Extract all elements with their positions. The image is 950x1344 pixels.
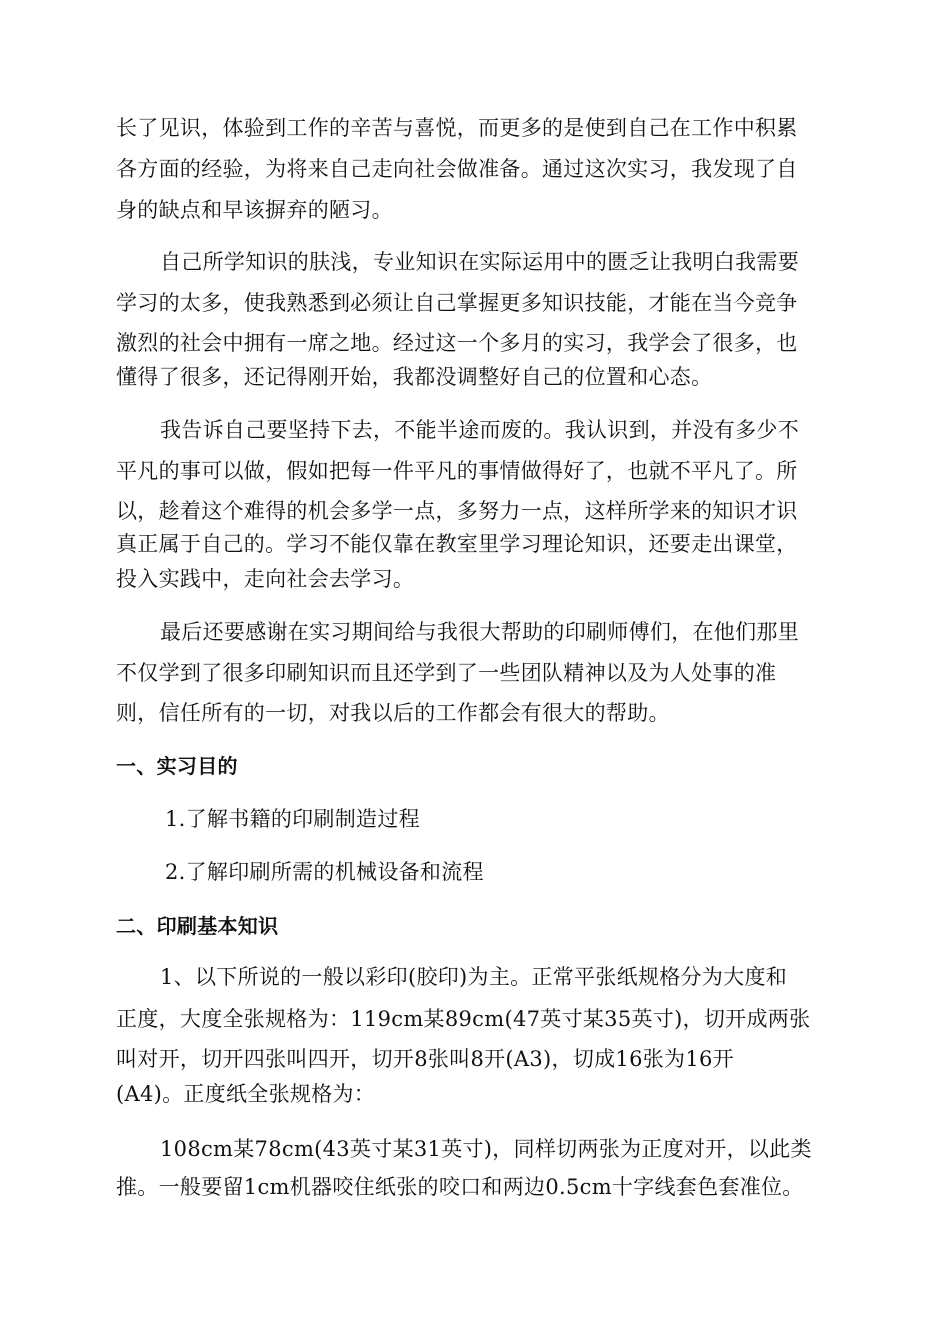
paragraph-3-line-1: 我告诉自己要坚持下去，不能半途而废的。我认识到，并没有多少不 [160,418,799,442]
section-2-paragraph-2-line-1: 108cm某78cm(43英寸某31英寸)，同样切两张为正度对开，以此类 [160,1137,812,1161]
paragraph-2-line-2: 学习的太多，使我熟悉到必须让自己掌握更多知识技能，才能在当今竞争 [116,291,798,315]
paragraph-1-line-3: 身的缺点和早该摒弃的陋习。 [116,198,393,222]
section-1-item-1: 1.了解书籍的印刷制造过程 [165,807,420,831]
paragraph-1-line-1: 长了见识，体验到工作的辛苦与喜悦，而更多的是使到自己在工作中积累 [116,116,798,140]
section-2-paragraph-2-line-2: 推。一般要留1cm机器咬住纸张的咬口和两边0.5cm十字线套色套准位。 [116,1175,804,1199]
section-1-heading: 一、实习目的 [116,754,238,778]
paragraph-3-line-3: 以，趁着这个难得的机会多学一点，多努力一点，这样所学来的知识才识 [116,499,798,523]
paragraph-2-line-4: 懂得了很多，还记得刚开始，我都没调整好自己的位置和心态。 [116,365,713,389]
section-2-paragraph-1-line-3: 叫对开，切开四张叫四开，切开8张叫8开(A3)，切成16张为16开 [116,1047,734,1071]
section-1-item-2: 2.了解印刷所需的机械设备和流程 [165,860,484,884]
paragraph-2-line-1: 自己所学知识的肤浅，专业知识在实际运用中的匮乏让我明白我需要 [160,250,799,274]
paragraph-1-line-2: 各方面的经验，为将来自己走向社会做准备。通过这次实习，我发现了自 [116,157,798,181]
paragraph-2-line-3: 激烈的社会中拥有一席之地。经过这一个多月的实习，我学会了很多，也 [116,331,798,355]
section-2-paragraph-1-line-4: (A4)。正度纸全张规格为： [116,1082,376,1106]
section-2-heading: 二、印刷基本知识 [116,914,279,938]
section-2-paragraph-1-line-1: 1、以下所说的一般以彩印(胶印)为主。正常平张纸规格分为大度和 [160,965,788,989]
paragraph-4-line-2: 不仅学到了很多印刷知识而且还学到了一些团队精神以及为人处事的准 [116,661,777,685]
paragraph-4-line-1: 最后还要感谢在实习期间给与我很大帮助的印刷师傅们，在他们那里 [160,620,799,644]
paragraph-3-line-4: 真正属于自己的。学习不能仅靠在教室里学习理论知识，还要走出课堂， [116,532,798,556]
paragraph-4-line-3: 则，信任所有的一切，对我以后的工作都会有很大的帮助。 [116,701,670,725]
paragraph-3-line-5: 投入实践中，走向社会去学习。 [116,567,415,591]
paragraph-3-line-2: 平凡的事可以做，假如把每一件平凡的事情做得好了，也就不平凡了。所 [116,459,798,483]
section-2-paragraph-1-line-2: 正度，大度全张规格为：119cm某89cm(47英寸某35英寸)，切开成两张 [116,1007,811,1031]
